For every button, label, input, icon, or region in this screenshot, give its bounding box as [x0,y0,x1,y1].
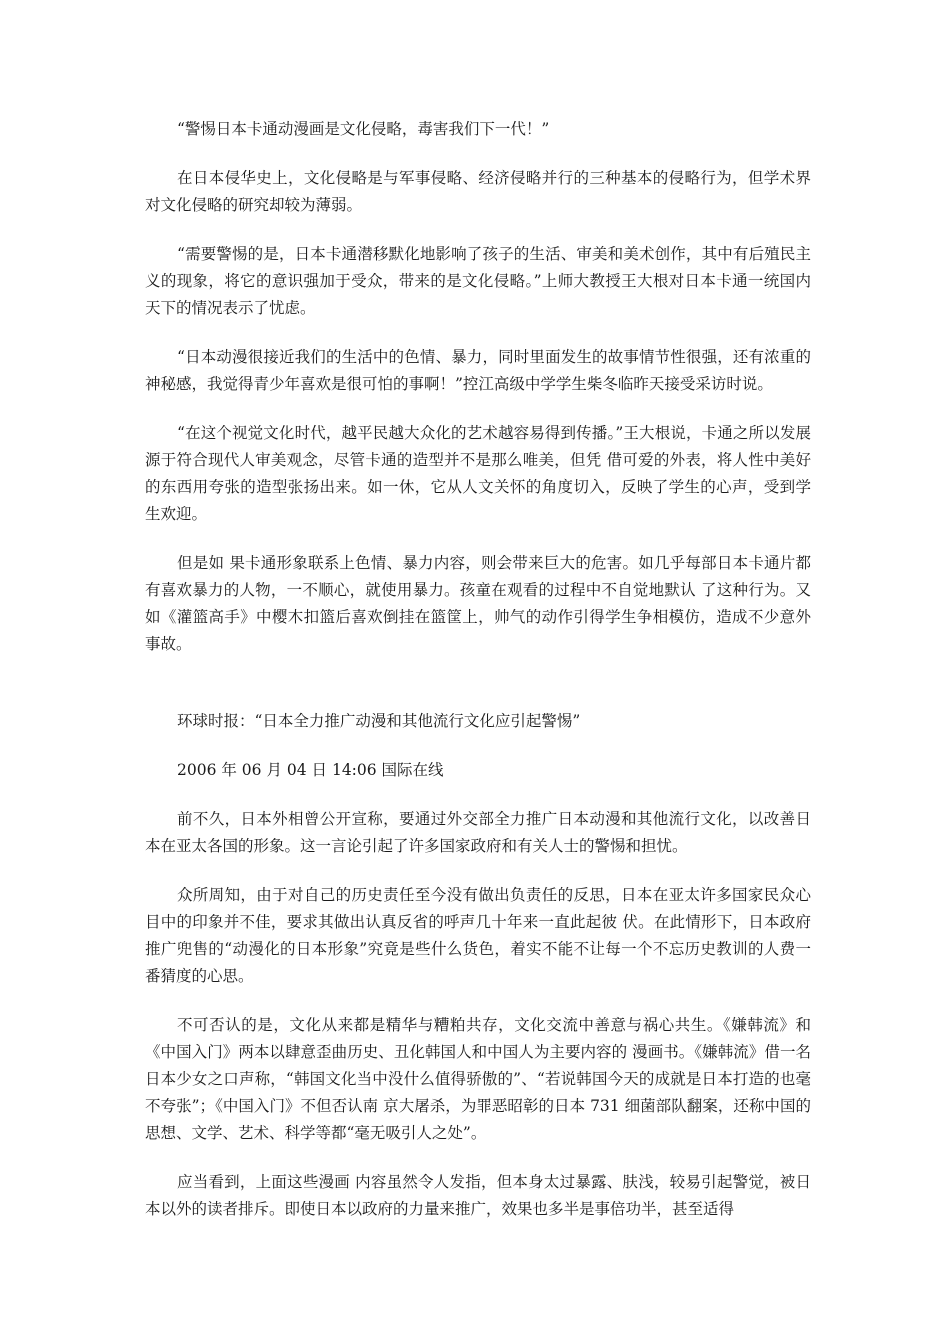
paragraph-intro: 在日本侵华史上，文化侵略是与军事侵略、经济侵略并行的三种基本的侵略行为，但学术界对文化侵略的研究却较为薄弱。 [145,169,811,214]
paragraph-violence-danger: 但是如 果卡通形象联系上色情、暴力内容，则会带来巨大的危害。如几乎每部日本卡通片都有喜欢暴力的人物，一不顺心，就使用暴力。孩童在观看的过程中不自觉地默认 了这种行为。又如《灌篮高手》中樱木扣篮后喜欢倒挂在篮筐上，帅气的动作引得学生争相模仿，造成不少意外事故。 [145,554,811,653]
paragraph-manga-books: 不可否认的是，文化从来都是精华与糟粕共存，文化交流中善意与祸心共生。《嫌韩流》和《中国入门》两本以肆意歪曲历史、丑化韩国人和中国人为主要内容的 漫画书。《嫌韩流》借一名日本少女之口声称，“韩国文化当中没什么值得骄傲的”、“若说韩国今天的成就是日本打造的也毫不夸张”；《中国入门》不但否认南 京大屠杀，为罪恶昭彰的日本 731 细菌部队翻案，还称中国的思想、文学、艺术、科学等都“毫无吸引人之处”。 [145,1016,811,1142]
paragraph-headline-quote: “警惕日本卡通动漫画是文化侵略，毒害我们下一代！” [177,120,550,138]
paragraph-visual-culture: “在这个视觉文化时代，越平民越大众化的艺术越容易得到传播。”王大根说，卡通之所以发展源于符合现代人审美观念，尽管卡通的造型并不是那么唯美，但凭 借可爱的外表，将人性中美好的东西用夸张的造型张扬出来。如一休，它从人文关怀的角度切入，反映了学生的心声，受到学生欢迎。 [145,424,811,523]
document-page [145,0,811,1223]
paragraph-historical-responsibility: 众所周知，由于对自己的历史责任至今没有做出负责任的反思，日本在亚太许多国家民众心目中的印象并不佳，要求其做出认真反省的呼声几十年来一直此起彼 伏。在此情形下，日本政府推广兜售的“动漫化的日本形象”究竟是些什么货色，着实不能不让每一个不忘历史教训的人费一番猜度的心思。 [145,886,811,985]
article-dateline: 2006 年 06 月 04 日 14:06 国际在线 [177,761,444,779]
paragraph-student-quote: “日本动漫很接近我们的生活中的色情、暴力，同时里面发生的故事情节性很强，还有浓重的神秘感，我觉得青少年喜欢是很可怕的事啊！”控江高级中学学生柴冬临昨天接受采访时说。 [145,348,811,393]
article-title: 环球时报：“日本全力推广动漫和其他流行文化应引起警惕” [177,712,581,730]
paragraph-conclusion: 应当看到，上面这些漫画 内容虽然令人发指，但本身太过暴露、肤浅，较易引起警觉，被日本以外的读者排斥。即使日本以政府的力量来推广，效果也多半是事倍功半，甚至适得 [145,1173,811,1218]
paragraph-foreign-minister: 前不久，日本外相曾公开宣称，要通过外交部全力推广日本动漫和其他流行文化，以改善日本在亚太各国的形象。这一言论引起了许多国家政府和有关人士的警惕和担忧。 [145,810,811,855]
paragraph-wang-dagen-quote: “需要警惕的是，日本卡通潜移默化地影响了孩子的生活、审美和美术创作，其中有后殖民主义的现象，将它的意识强加于受众，带来的是文化侵略。”上师大教授王大根对日本卡通一统国内天下的情况表示了忧虑。 [145,245,811,317]
